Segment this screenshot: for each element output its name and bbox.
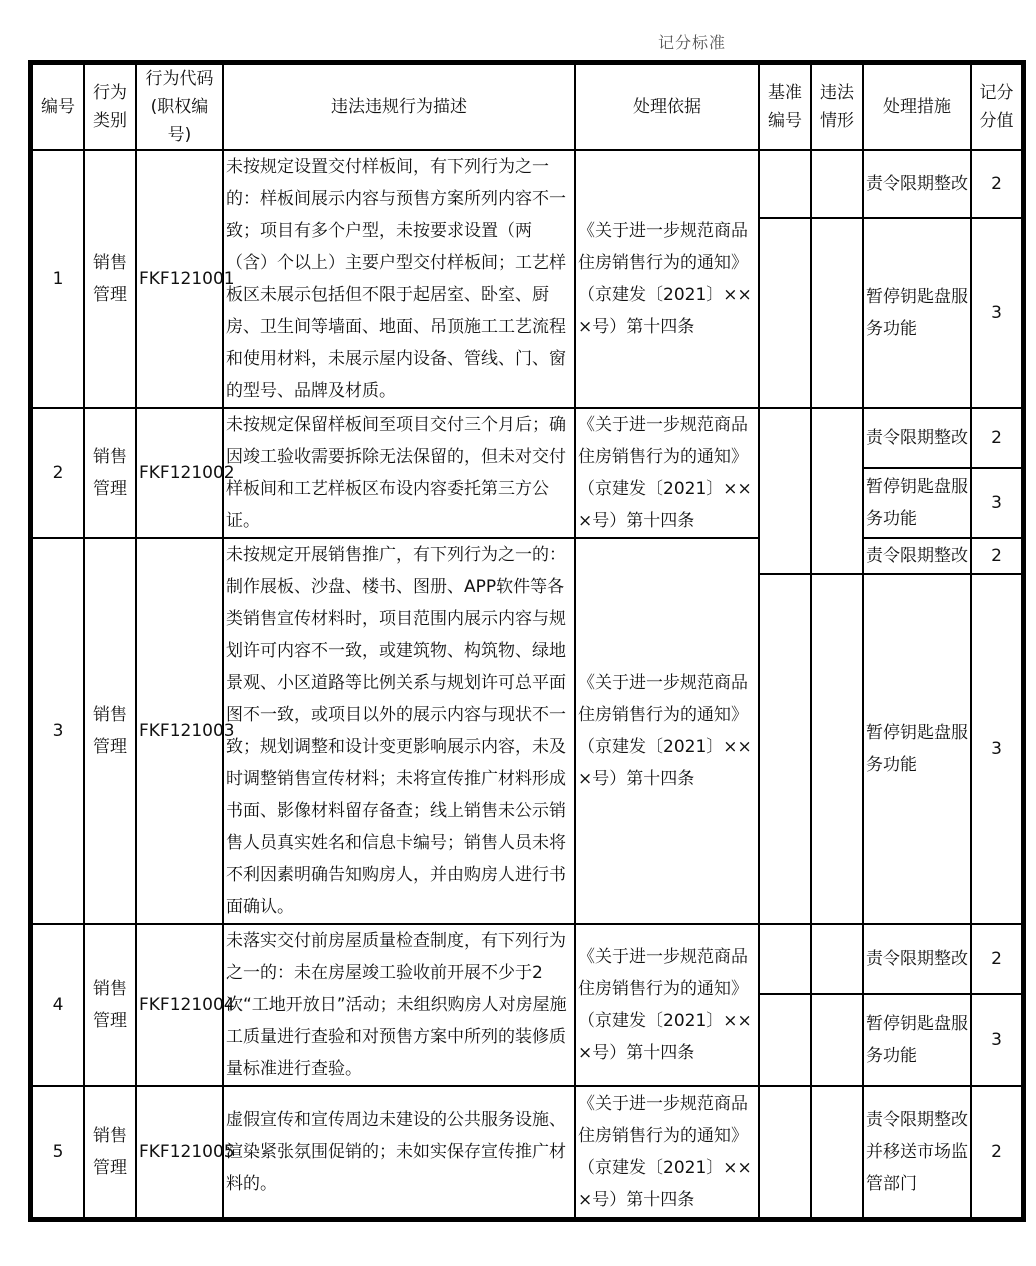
circumstance-cell: [811, 574, 863, 924]
header-id: 编号: [32, 64, 84, 150]
header-score: 记分分值: [971, 64, 1022, 150]
row-category: 销售管理: [84, 1086, 136, 1218]
table-caption: 记分标准: [657, 33, 726, 52]
row-code: FKF121001: [136, 150, 223, 408]
header-circumstance: 违法情形: [811, 64, 863, 150]
row-category: 销售管理: [84, 408, 136, 538]
row-score: 2: [971, 924, 1022, 994]
circumstance-cell: [811, 218, 863, 408]
circumstance-cell: [811, 1086, 863, 1218]
row-score: 3: [971, 218, 1022, 408]
row-description: 未按规定设置交付样板间，有下列行为之一的：样板间展示内容与预售方案所列内容不一致；项目有多个户型，未按要求设置（两（含）个以上）主要户型交付样板间；工艺样板区未展示包括但不限于起居室、卧室、厨房、卫生间等墙面、地面、吊顶施工工艺流程和使用材料，未展示屋内设备、管线、门、窗的型号、品牌及材质。: [223, 150, 575, 408]
table-row: [32, 150, 1022, 218]
circumstance-cell: [811, 408, 863, 574]
benchmark-cell: [759, 994, 811, 1086]
row-measure: 暂停钥匙盘服务功能: [863, 218, 971, 408]
row-basis: 《关于进一步规范商品住房销售行为的通知》（京建发〔2021〕×××号）第十四条: [575, 408, 759, 538]
scoring-standard-table: [28, 60, 1026, 1222]
row-category: 销售管理: [84, 538, 136, 924]
table-row: [32, 924, 1022, 994]
row-id: 2: [32, 408, 84, 538]
header-measure: 处理措施: [863, 64, 971, 150]
header-row: [32, 64, 1022, 150]
row-measure: 暂停钥匙盘服务功能: [863, 468, 971, 538]
row-score: 3: [971, 574, 1022, 924]
benchmark-cell: [759, 1086, 811, 1218]
header-description: 违法违规行为描述: [223, 64, 575, 150]
row-score: 2: [971, 1086, 1022, 1218]
benchmark-cell: [759, 408, 811, 574]
row-id: 3: [32, 538, 84, 924]
row-description: 未落实交付前房屋质量检查制度，有下列行为之一的：未在房屋竣工验收前开展不少于2次“工地开放日”活动；未组织购房人对房屋施工质量进行查验和对预售方案中所列的装修质量标准进行查验。: [223, 924, 575, 1086]
row-measure: 责令限期整改: [863, 538, 971, 574]
row-measure: 责令限期整改: [863, 924, 971, 994]
table-row: [32, 1086, 1022, 1218]
row-score: 2: [971, 538, 1022, 574]
table-row: [32, 538, 1022, 574]
header-code: 行为代码(职权编号): [136, 64, 223, 150]
row-id: 1: [32, 150, 84, 408]
row-score: 3: [971, 468, 1022, 538]
row-code: FKF121002: [136, 408, 223, 538]
row-score: 2: [971, 150, 1022, 218]
row-measure: 责令限期整改: [863, 150, 971, 218]
row-code: FKF121005: [136, 1086, 223, 1218]
row-measure: 责令限期整改: [863, 408, 971, 468]
row-description: 虚假宣传和宣传周边未建设的公共服务设施、渲染紧张氛围促销的；未如实保存宣传推广材料的。: [223, 1086, 575, 1218]
circumstance-cell: [811, 994, 863, 1086]
header-category: 行为类别: [84, 64, 136, 150]
row-description: 未按规定保留样板间至项目交付三个月后；确因竣工验收需要拆除无法保留的，但未对交付样板间和工艺样板区布设内容委托第三方公证。: [223, 408, 575, 538]
circumstance-cell: [811, 924, 863, 994]
circumstance-cell: [811, 150, 863, 218]
row-measure: 暂停钥匙盘服务功能: [863, 994, 971, 1086]
row-description: 未按规定开展销售推广，有下列行为之一的：制作展板、沙盘、楼书、图册、APP软件等各类销售宣传材料时，项目范围内展示内容与规划许可内容不一致，或建筑物、构筑物、绿地景观、小区道路等比例关系与规划许可总平面图不一致，或项目以外的展示内容与现状不一致；规划调整和设计变更影响展示内容，未及时调整销售宣传材料；未将宣传推广材料形成书面、影像材料留存备查；线上销售未公示销售人员真实姓名和信息卡编号；销售人员未将不利因素明确告知购房人，并由购房人进行书面确认。: [223, 538, 575, 924]
benchmark-cell: [759, 218, 811, 408]
row-basis: 《关于进一步规范商品住房销售行为的通知》（京建发〔2021〕×××号）第十四条: [575, 1086, 759, 1218]
row-basis: 《关于进一步规范商品住房销售行为的通知》（京建发〔2021〕×××号）第十四条: [575, 538, 759, 924]
row-code: FKF121004: [136, 924, 223, 1086]
row-id: 5: [32, 1086, 84, 1218]
row-category: 销售管理: [84, 150, 136, 408]
row-score: 3: [971, 994, 1022, 1086]
benchmark-cell: [759, 150, 811, 218]
row-measure: 暂停钥匙盘服务功能: [863, 574, 971, 924]
row-measure: 责令限期整改并移送市场监管部门: [863, 1086, 971, 1218]
benchmark-cell: [759, 574, 811, 924]
header-benchmark: 基准编号: [759, 64, 811, 150]
benchmark-cell: [759, 924, 811, 994]
row-category: 销售管理: [84, 924, 136, 1086]
row-code: FKF121003: [136, 538, 223, 924]
row-score: 2: [971, 408, 1022, 468]
table-row: [32, 408, 1022, 468]
row-id: 4: [32, 924, 84, 1086]
row-basis: 《关于进一步规范商品住房销售行为的通知》（京建发〔2021〕×××号）第十四条: [575, 150, 759, 408]
header-basis: 处理依据: [575, 64, 759, 150]
row-basis: 《关于进一步规范商品住房销售行为的通知》（京建发〔2021〕×××号）第十四条: [575, 924, 759, 1086]
